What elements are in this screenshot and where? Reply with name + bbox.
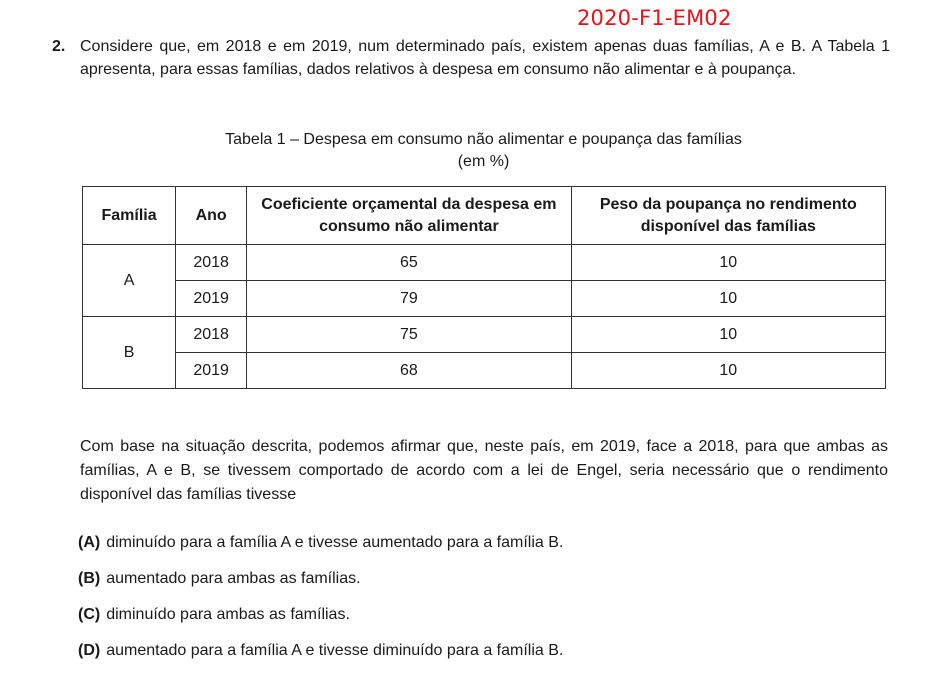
cell-peso: 10 [571, 281, 885, 317]
table-header-row [83, 187, 886, 245]
exam-code-label: 2020-F1-EM02 [577, 6, 732, 30]
cell-peso: 10 [571, 317, 885, 353]
table-row [83, 245, 886, 281]
table-caption [82, 129, 885, 173]
option-text: diminuído para ambas as famílias. [106, 606, 350, 623]
table-row [83, 281, 886, 317]
answer-options [78, 531, 898, 675]
option-text: aumentado para ambas as famílias. [106, 570, 361, 587]
cell-coeficiente: 68 [247, 353, 571, 389]
question-stem: Com base na situação descrita, podemos afirmar que, neste país, em 2019, face a 2018, para que ambas as famílias, A e B, se tivessem comportado de acordo com a lei de Engel, seria necessário que o rendimento disponível das famílias tivesse [80, 438, 888, 503]
cell-coeficiente: 75 [247, 317, 571, 353]
option-b[interactable] [78, 567, 898, 603]
option-text: aumentado para a família A e tivesse diminuído para a família B. [106, 642, 564, 659]
cell-ano: 2018 [176, 245, 247, 281]
option-letter: (C) [78, 606, 101, 623]
data-table [82, 186, 886, 389]
cell-familia: A [83, 245, 176, 317]
option-letter: (B) [78, 570, 101, 587]
cell-ano: 2019 [176, 281, 247, 317]
option-a[interactable] [78, 531, 898, 567]
cell-coeficiente: 65 [247, 245, 571, 281]
option-c[interactable] [78, 603, 898, 639]
table-row [83, 353, 886, 389]
header-ano: Ano [176, 187, 247, 245]
option-d[interactable] [78, 639, 898, 675]
table-row [83, 317, 886, 353]
cell-peso: 10 [571, 245, 885, 281]
option-letter: (D) [78, 642, 101, 659]
question-number: 2. [52, 38, 66, 55]
table-caption-unit: (em %) [457, 153, 510, 170]
header-peso-poupanca: Peso da poupança no rendimento disponível das famílias [571, 187, 885, 245]
cell-familia: B [83, 317, 176, 389]
header-familia: Família [83, 187, 176, 245]
cell-ano: 2018 [176, 317, 247, 353]
cell-ano: 2019 [176, 353, 247, 389]
header-coeficiente: Coeficiente orçamental da despesa em consumo não alimentar [247, 187, 571, 245]
option-text: diminuído para a família A e tivesse aumentado para a família B. [106, 534, 564, 551]
option-letter: (A) [78, 534, 101, 551]
table-caption-title: Tabela 1 – Despesa em consumo não alimentar e poupança das famílias [225, 131, 742, 148]
cell-peso: 10 [571, 353, 885, 389]
cell-coeficiente: 79 [247, 281, 571, 317]
question-intro: Considere que, em 2018 e em 2019, num determinado país, existem apenas duas famílias, A e B. A Tabela 1 apresenta, para essas famílias, dados relativos à despesa em consumo não alimentar e à poupança. [80, 38, 890, 78]
